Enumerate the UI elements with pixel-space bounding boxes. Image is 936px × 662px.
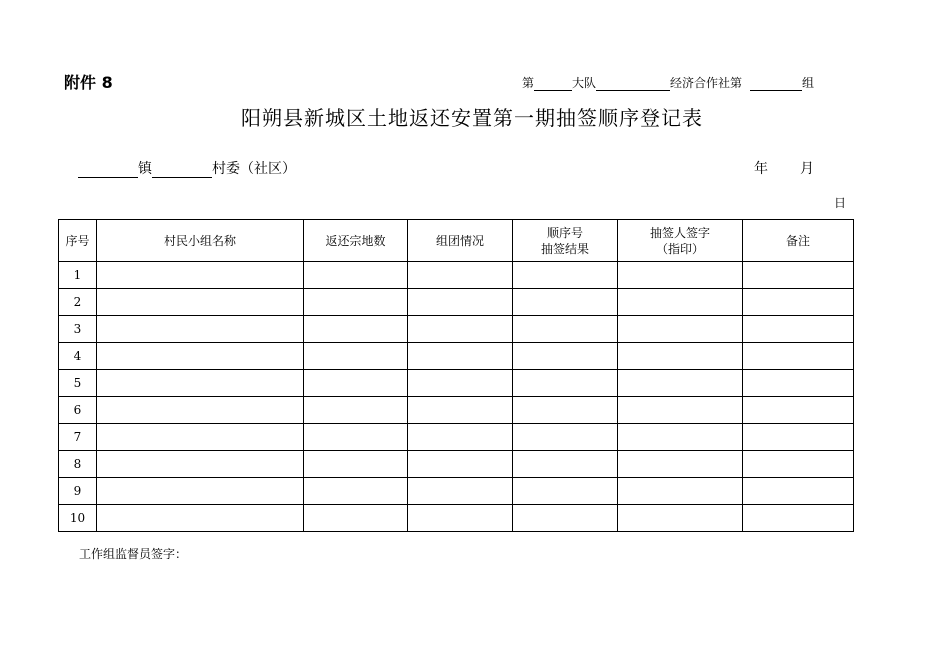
date-year-month	[754, 158, 814, 178]
table-cell[interactable]	[618, 505, 743, 532]
town-blank[interactable]	[78, 161, 138, 178]
column-header	[408, 220, 513, 262]
table-header-row	[59, 220, 854, 262]
table-cell[interactable]	[408, 343, 513, 370]
table-cell[interactable]	[513, 262, 618, 289]
table-cell[interactable]	[743, 505, 854, 532]
table-cell[interactable]	[618, 262, 743, 289]
table-cell[interactable]	[408, 370, 513, 397]
table-row	[59, 370, 854, 397]
table-cell[interactable]	[513, 370, 618, 397]
column-header-text: 备注	[785, 233, 810, 248]
table-cell[interactable]	[618, 424, 743, 451]
supervisor-sign-label: 工作组监督员签字：	[79, 547, 188, 561]
table-cell[interactable]	[513, 478, 618, 505]
table-row	[59, 397, 854, 424]
column-header	[743, 220, 854, 262]
table-cell[interactable]	[743, 424, 854, 451]
table-cell[interactable]	[304, 262, 408, 289]
date-day-label: 日	[834, 196, 847, 210]
table-cell[interactable]	[97, 343, 304, 370]
table-cell[interactable]	[743, 478, 854, 505]
row-number-cell: 6	[59, 397, 97, 424]
table-cell[interactable]	[513, 451, 618, 478]
table-cell[interactable]	[408, 289, 513, 316]
table-row	[59, 262, 854, 289]
table-row	[59, 505, 854, 532]
table-cell[interactable]	[618, 343, 743, 370]
row-number-cell: 10	[59, 505, 97, 532]
table-cell[interactable]	[408, 316, 513, 343]
table-cell[interactable]	[97, 262, 304, 289]
brigade-number-blank[interactable]	[534, 77, 572, 91]
table-cell[interactable]	[743, 289, 854, 316]
table-cell[interactable]	[304, 451, 408, 478]
village-label: 村委（社区）	[212, 161, 296, 177]
table-row	[59, 289, 854, 316]
table-cell[interactable]	[513, 424, 618, 451]
table-cell[interactable]	[618, 316, 743, 343]
table-cell[interactable]	[408, 397, 513, 424]
table-cell[interactable]	[304, 478, 408, 505]
table-cell[interactable]	[304, 505, 408, 532]
table-cell[interactable]	[97, 505, 304, 532]
column-header-text: 村民小组名称	[163, 233, 236, 248]
table-cell[interactable]	[408, 505, 513, 532]
table-row	[59, 478, 854, 505]
town-village-line	[78, 158, 296, 178]
table-cell[interactable]	[743, 451, 854, 478]
table-row	[59, 424, 854, 451]
row-number-cell: 9	[59, 478, 97, 505]
table-cell[interactable]	[408, 451, 513, 478]
table-cell[interactable]	[618, 478, 743, 505]
table-cell[interactable]	[513, 316, 618, 343]
table-cell[interactable]	[97, 478, 304, 505]
table-cell[interactable]	[304, 397, 408, 424]
table-cell[interactable]	[618, 289, 743, 316]
attachment-label: 附件 8	[64, 73, 113, 92]
coop-label: 经济合作社第	[670, 76, 743, 90]
row-number-cell: 3	[59, 316, 97, 343]
table-cell[interactable]	[408, 262, 513, 289]
row-number-cell: 7	[59, 424, 97, 451]
table-row	[59, 343, 854, 370]
table-cell[interactable]	[97, 397, 304, 424]
column-header-text: 抽签结果	[540, 241, 589, 256]
table-cell[interactable]	[304, 424, 408, 451]
row-number-cell: 1	[59, 262, 97, 289]
table-cell[interactable]	[743, 262, 854, 289]
table-cell[interactable]	[513, 397, 618, 424]
table-cell[interactable]	[513, 505, 618, 532]
table-cell[interactable]	[743, 343, 854, 370]
group-info-line	[522, 74, 814, 91]
column-header	[513, 220, 618, 262]
table-cell[interactable]	[618, 397, 743, 424]
table-cell[interactable]	[618, 451, 743, 478]
table-row	[59, 316, 854, 343]
column-header	[304, 220, 408, 262]
brigade-label: 大队	[572, 76, 597, 90]
column-header	[618, 220, 743, 262]
row-number-cell: 2	[59, 289, 97, 316]
table-cell[interactable]	[97, 370, 304, 397]
group-label: 组	[802, 76, 815, 90]
table-cell[interactable]	[618, 370, 743, 397]
column-header-text: （指印）	[655, 241, 704, 256]
table-cell[interactable]	[304, 289, 408, 316]
row-number-cell: 4	[59, 343, 97, 370]
page-title: 阳朔县新城区土地返还安置第一期抽签顺序登记表	[241, 106, 703, 130]
row-number-cell: 5	[59, 370, 97, 397]
row-number-cell: 8	[59, 451, 97, 478]
table-cell[interactable]	[97, 316, 304, 343]
brigade-name-blank[interactable]	[596, 77, 670, 91]
column-header	[97, 220, 304, 262]
column-header-text: 顺序号	[546, 225, 583, 240]
table-cell[interactable]	[304, 343, 408, 370]
table-cell[interactable]	[408, 478, 513, 505]
table-cell[interactable]	[97, 451, 304, 478]
column-header	[59, 220, 97, 262]
table-cell[interactable]	[304, 370, 408, 397]
table-cell[interactable]	[97, 424, 304, 451]
group-prefix: 第	[522, 76, 535, 90]
table-cell[interactable]	[97, 289, 304, 316]
table-cell[interactable]	[408, 424, 513, 451]
registration-table	[58, 219, 854, 532]
village-blank[interactable]	[152, 161, 212, 178]
group-number-blank[interactable]	[750, 77, 802, 91]
date-month-label: 月	[800, 161, 814, 177]
table-cell[interactable]	[513, 343, 618, 370]
town-label: 镇	[138, 161, 152, 177]
table-cell[interactable]	[743, 316, 854, 343]
table-cell[interactable]	[743, 397, 854, 424]
date-year-label: 年	[754, 161, 768, 177]
column-header-text: 组团情况	[435, 233, 484, 248]
table-cell[interactable]	[304, 316, 408, 343]
table-cell[interactable]	[513, 289, 618, 316]
table-cell[interactable]	[743, 370, 854, 397]
column-header-text: 抽签人签字	[649, 225, 710, 240]
table-row	[59, 451, 854, 478]
column-header-text: 返还宗地数	[325, 233, 386, 248]
column-header-text: 序号	[65, 233, 90, 248]
